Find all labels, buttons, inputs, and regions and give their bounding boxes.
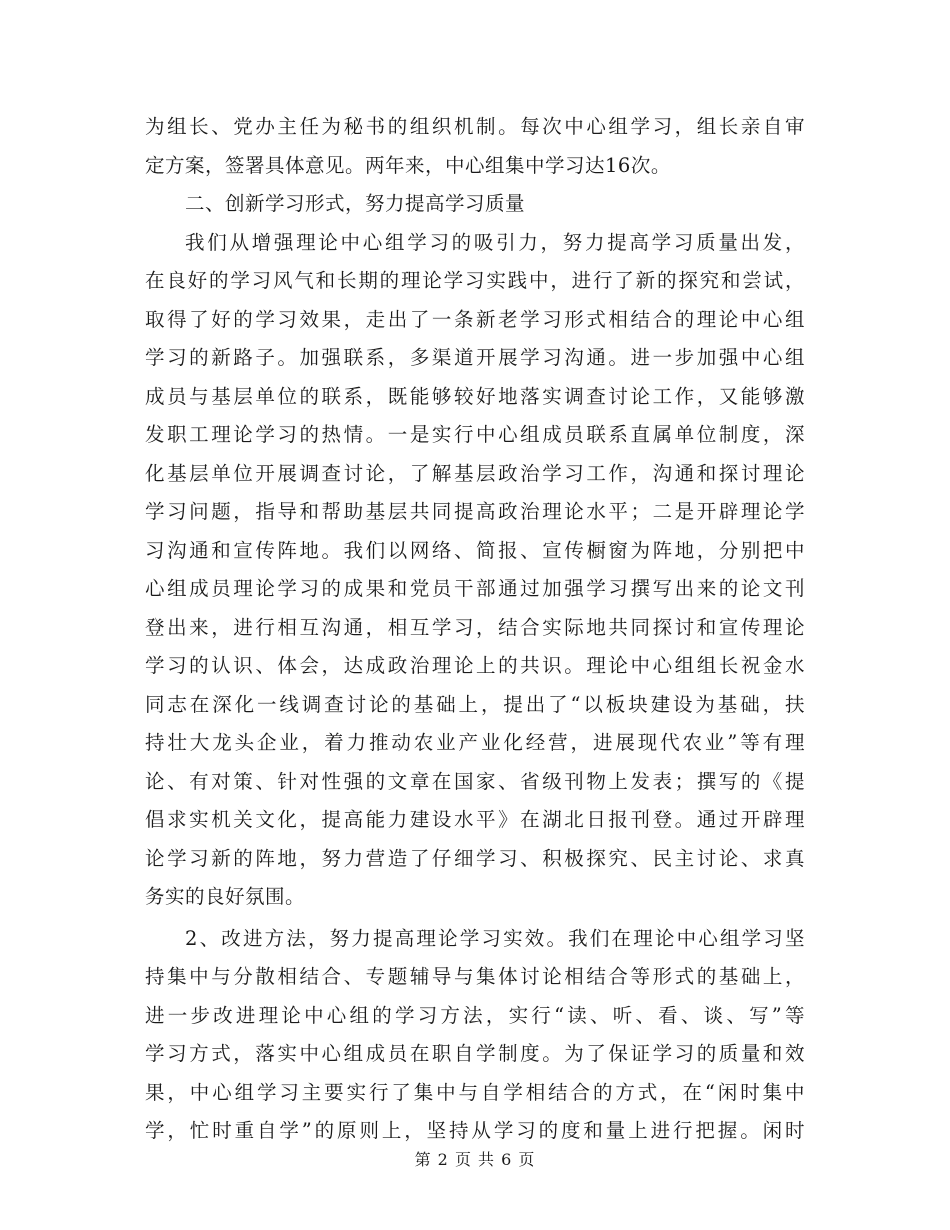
- paragraph: [145, 224, 805, 917]
- text-line: 持壮大龙头企业，着力推动农业产业化经营，进展现代农业”等有理: [145, 731, 805, 754]
- text-line: 在良好的学习风气和长期的理论学习实践中，进行了新的探究和尝试，: [145, 269, 805, 292]
- text-line: 发职工理论学习的热情。一是实行中心组成员联系直属单位制度，深: [145, 423, 805, 446]
- text-line: 学习的新路子。加强联系，多渠道开展学习沟通。进一步加强中心组: [145, 346, 805, 369]
- text-line: 取得了好的学习效果，走出了一条新老学习形式相结合的理论中心组: [145, 307, 805, 331]
- text-line: 为组长、党办主任为秘书的组织机制。每次中心组学习，组长亲自审: [145, 115, 805, 138]
- text-line: 学习问题，指导和帮助基层共同提高政治理论水平；二是开辟理论学: [145, 500, 805, 523]
- text-line: 成员与基层单位的联系，既能够较好地落实调查讨论工作，又能够激: [145, 384, 805, 408]
- text-line: 务实的良好氛围。: [145, 885, 306, 908]
- text-line: 论学习新的阵地，努力营造了仔细学习、积极探究、民主讨论、求真: [145, 846, 805, 870]
- text-line: 同志在深化一线调查讨论的基础上，提出了“以板块建设为基础，扶: [145, 692, 805, 716]
- document-body: [145, 108, 805, 1151]
- text-line: 学习的认识、体会，达成政治理论上的共识。理论中心组组长祝金水: [145, 654, 805, 677]
- section-heading: [145, 185, 805, 224]
- text-line: 习沟通和宣传阵地。我们以网络、简报、宣传橱窗为阵地，分别把中: [145, 538, 805, 562]
- text-line: 登出来，进行相互沟通，相互学习，结合实际地共同探讨和宣传理论: [145, 615, 805, 639]
- text-line: 学，忙时重自学”的原则上，坚持从学习的度和量上进行把握。闲时: [145, 1119, 805, 1142]
- paragraph: [145, 920, 805, 1151]
- text-line: 化基层单位开展调查讨论，了解基层政治学习工作，沟通和探讨理论: [145, 461, 805, 485]
- text-line: 我们从增强理论中心组学习的吸引力，努力提高学习质量出发，: [185, 230, 805, 254]
- page-number-label: 第 2 页 共 6 页: [414, 1150, 536, 1169]
- text-line: 2、改进方法，努力提高理论学习实效。我们在理论中心组学习坚: [185, 926, 805, 950]
- page-footer: [0, 1147, 950, 1170]
- text-line: 果，中心组学习主要实行了集中与自学相结合的方式，在“闲时集中: [145, 1080, 805, 1104]
- text-line: 进一步改进理论中心组的学习方法，实行“读、听、看、谈、写”等: [145, 1003, 805, 1027]
- text-line: 学习方式，落实中心组成员在职自学制度。为了保证学习的质量和效: [145, 1042, 805, 1065]
- text-line: 持集中与分散相结合、专题辅导与集体讨论相结合等形式的基础上，: [145, 965, 805, 988]
- text-line: 论、有对策、针对性强的文章在国家、省级刊物上发表；撰写的《提: [145, 769, 805, 793]
- text-line: 定方案，签署具体意见。两年来，中心组集中学习达16次。: [145, 153, 671, 177]
- text-line: 倡求实机关文化，提高能力建设水平》在湖北日报刊登。通过开辟理: [145, 808, 805, 831]
- paragraph: [145, 108, 805, 185]
- heading-line: 二、创新学习形式，努力提高学习质量: [185, 192, 526, 215]
- text-line: 心组成员理论学习的成果和党员干部通过加强学习撰写出来的论文刊: [145, 577, 805, 600]
